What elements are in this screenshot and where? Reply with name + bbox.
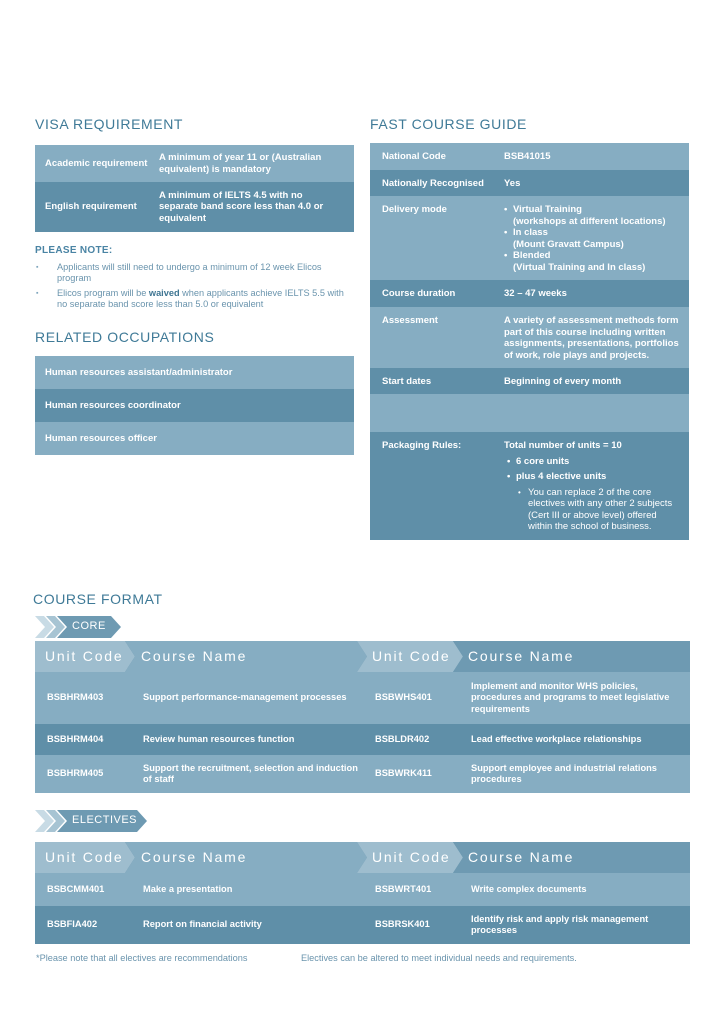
note-item [35,262,355,284]
guide-row-assessment [370,307,689,368]
guide-heading: FAST COURSE GUIDE [370,116,527,132]
occupation-item: Human resources officer [35,422,354,455]
course-guide-table [370,143,689,540]
footnote-electives: *Please note that all electives are recommendations [36,953,248,963]
electives-table [35,842,690,944]
guide-row-national-code [370,143,689,170]
occupation-item: Human resources coordinator [35,389,354,422]
visa-label: Academic requirement [45,157,148,169]
visa-table [35,145,354,232]
guide-value: Yes [504,178,521,189]
header-segments [35,641,690,672]
unit-code: BSBLDR402 [375,733,430,744]
delivery-sub: (workshops at different locations) [513,215,666,227]
guide-row-empty [370,394,689,432]
note-text: Elicos program will be [57,288,149,298]
table-row [35,906,690,944]
please-note-title: PLEASE NOTE: [35,245,113,256]
notes-list [35,262,355,314]
delivery-item [504,227,683,250]
guide-label: Course duration [382,288,456,299]
col-course-name: Course Name [468,849,575,865]
core-table [35,641,690,793]
unit-code: BSBWHS401 [375,692,432,703]
course-name: Report on financial activity [143,919,262,930]
guide-value: Beginning of every month [504,376,622,387]
course-name: Support employee and industrial relations procedures [471,762,657,784]
course-name: Support the recruitment, selection and induction of staff [143,762,358,784]
note-bold: waived [148,288,180,298]
course-name: Support performance-management processes [143,692,347,703]
guide-label: Start dates [382,376,432,387]
occupation-item: Human resources assistant/administrator [35,356,354,389]
electives-chevron-label [35,810,149,832]
table-row [35,672,690,724]
delivery-sub: (Virtual Training and In class) [513,261,646,273]
col-course-name: Course Name [141,648,248,664]
guide-row-duration [370,280,689,307]
col-unit-code: Unit Code [372,849,451,865]
core-chevron-label [35,616,123,638]
core-table-header [35,641,690,672]
guide-label: Delivery mode [382,204,447,215]
course-format-heading: COURSE FORMAT [33,591,163,607]
delivery-sub: (Mount Gravatt Campus) [513,238,624,250]
guide-value: BSB41015 [504,151,551,162]
visa-value: A minimum of year 11 or (Australian equivalent) is mandatory [159,152,322,175]
col-course-name: Course Name [468,648,575,664]
unit-code: BSBWRK411 [375,768,432,779]
guide-label: National Code [382,151,446,162]
col-unit-code: Unit Code [45,849,124,865]
delivery-item [504,204,683,227]
footnote-altered: Electives can be altered to meet individual needs and requirements. [301,953,577,963]
guide-value: 32 – 47 weeks [504,288,567,299]
delivery-main: In class [513,227,548,238]
unit-code: BSBHRM405 [47,768,104,779]
course-name: Make a presentation [143,883,233,894]
electives-label: ELECTIVES [72,814,138,826]
note-item [35,288,355,310]
packaging-note: • You can replace 2 of the core electives with any other 2 subjects (Cert III or above level) offered within the school of business. [516,487,683,533]
unit-code: BSBRSK401 [375,919,430,930]
guide-value [504,432,689,540]
guide-label: Assessment [382,315,438,326]
table-row [35,755,690,793]
delivery-main: Blended [513,250,551,261]
guide-value [504,196,689,280]
guide-value: A variety of assessment methods form part of this course including written assignments, presentations, portfolios of work, role plays and projects. [504,315,679,361]
course-name: Implement and monitor WHS policies, procedures and programs to meet legislative requirements [471,680,670,714]
visa-row-academic [35,145,354,182]
guide-label: Packaging Rules: [382,440,462,451]
visa-heading: VISA REQUIREMENT [35,116,184,132]
course-name: Lead effective workplace relationships [471,733,642,744]
guide-row-start [370,368,689,394]
unit-code: BSBHRM403 [47,692,104,703]
unit-code: BSBCMM401 [47,883,105,894]
visa-label: English requirement [45,201,137,213]
occupations-table [35,356,354,455]
core-label: CORE [72,620,106,632]
header-segments [35,842,690,873]
electives-table-header [35,842,690,873]
delivery-main: Virtual Training [513,204,582,215]
visa-row-english [35,182,354,232]
packaging-item: • 6 core units [504,456,683,468]
visa-value: A minimum of IELTS 4.5 with no separate band score less than 4.0 or equivalent [159,189,324,224]
guide-row-recognised [370,170,689,196]
guide-row-packaging [370,432,689,540]
delivery-item [504,250,683,273]
course-name: Review human resources function [143,733,295,744]
occupations-heading: RELATED OCCUPATIONS [35,329,215,345]
packaging-item: • plus 4 elective units [504,471,683,483]
col-unit-code: Unit Code [45,648,124,664]
table-row [35,724,690,755]
col-unit-code: Unit Code [372,648,451,664]
guide-label: Nationally Recognised [382,178,484,189]
course-name: Identify risk and apply risk management processes [471,913,649,935]
table-row [35,873,690,906]
guide-row-delivery [370,196,689,280]
course-name: Write complex documents [471,883,587,894]
packaging-total: Total number of units = 10 [504,440,622,451]
col-course-name: Course Name [141,849,248,865]
note-text: Applicants will still need to undergo a minimum of 12 week Elicos program [57,262,322,283]
unit-code: BSBHRM404 [47,733,104,744]
unit-code: BSBFIA402 [47,919,98,930]
unit-code: BSBWRT401 [375,883,432,894]
note-text: when applicants achieve IELTS 5.5 with no separate band score less than 5.0 or equivalent [57,288,344,309]
